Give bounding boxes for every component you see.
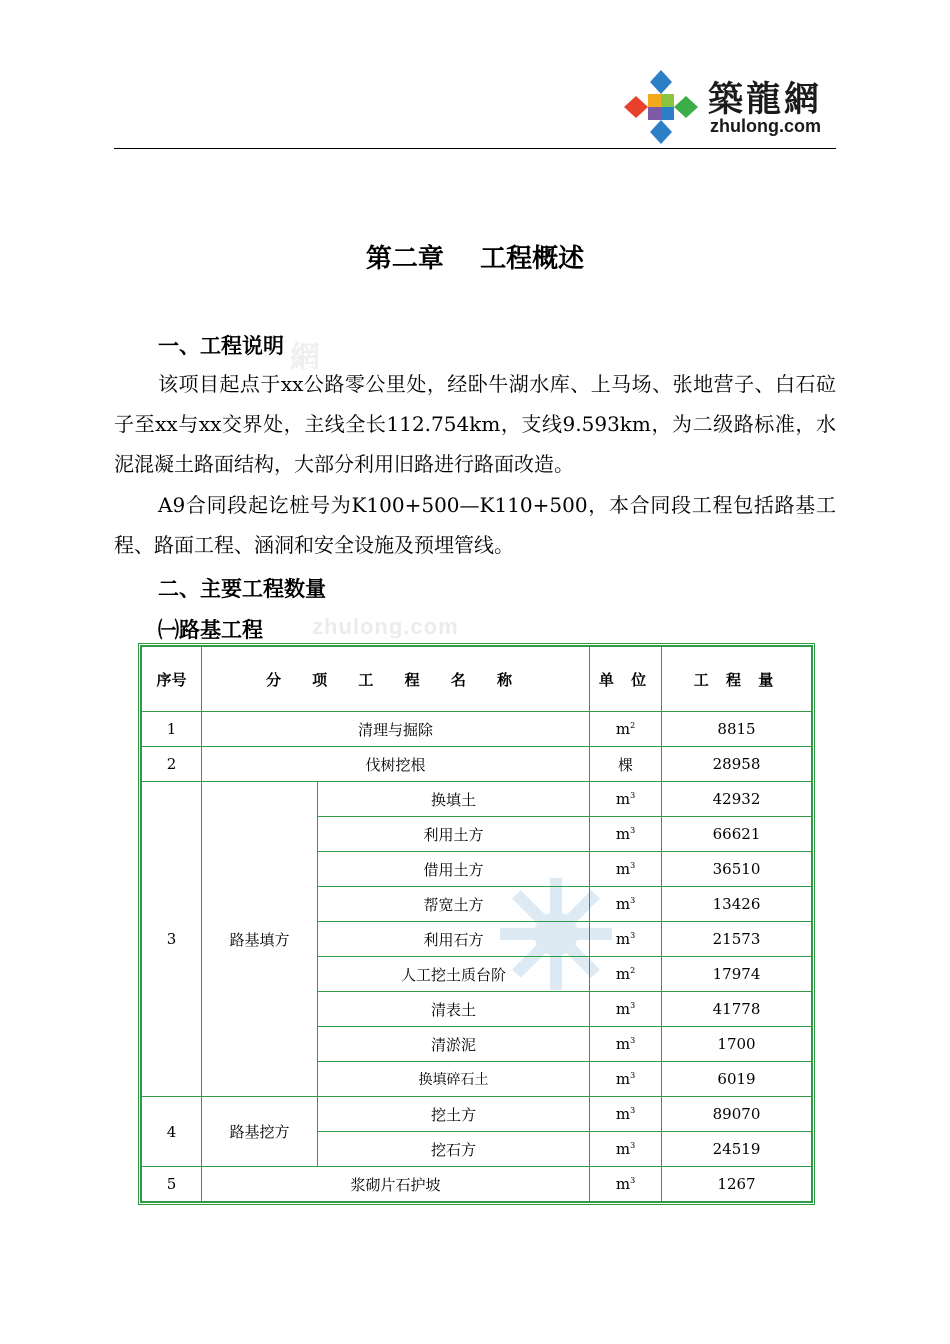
- paragraph-project-overview: 该项目起点于xx公路零公里处，经卧牛湖水库、上马场、张地营子、白石砬子至xx与xx交界处，主线全长112.754km，支线9.593km，为二级路标准，水泥混凝土路面结构，大部分利用旧路进行路面改造。: [114, 372, 836, 476]
- cell-item-name: 清淤泥: [318, 1027, 590, 1062]
- header-no: 序号: [142, 647, 202, 712]
- cell-item-name: 浆砌片石护坡: [202, 1167, 590, 1202]
- cell-quantity: 17974: [662, 957, 812, 992]
- paragraph-contract-section: A9合同段起讫桩号为K100+500—K110+500，本合同段工程包括路基工程、路面工程、涵洞和安全设施及预埋管线。: [114, 493, 836, 557]
- cell-unit: $m^3$: [590, 992, 662, 1027]
- cell-item-name: 清理与掘除: [202, 712, 590, 747]
- cell-quantity: 42932: [662, 782, 812, 817]
- header-divider: [114, 148, 836, 149]
- cell-unit: $m^3$: [590, 1062, 662, 1097]
- cell-group-name: 路基填方: [202, 782, 318, 1097]
- cell-item-name: 挖石方: [318, 1132, 590, 1167]
- cell-item-name: 挖土方: [318, 1097, 590, 1132]
- cell-unit: $m^3$: [590, 782, 662, 817]
- cell-unit: $m^3$: [590, 887, 662, 922]
- cell-no: 4: [142, 1097, 202, 1167]
- table-row: [142, 1167, 812, 1202]
- cell-item-name: 换填土: [318, 782, 590, 817]
- chapter-title: 第二章 工程概述: [365, 244, 585, 274]
- cell-item-name: 清表土: [318, 992, 590, 1027]
- cell-unit: $m^3$: [590, 1167, 662, 1202]
- header-item-name: 分 项 工 程 名 称: [202, 647, 590, 712]
- cell-quantity: 89070: [662, 1097, 812, 1132]
- table-row: [142, 782, 812, 817]
- cell-quantity: 6019: [662, 1062, 812, 1097]
- cell-item-name: 换填碎石土: [318, 1062, 590, 1097]
- cell-quantity: 66621: [662, 817, 812, 852]
- watermark-text: zhulong.com: [312, 614, 459, 639]
- cell-no: 5: [142, 1167, 202, 1202]
- cell-unit: $m^3$: [590, 922, 662, 957]
- cell-quantity: 8815: [662, 712, 812, 747]
- logo-mark-icon: [622, 68, 700, 146]
- quantities-table: [138, 643, 815, 1205]
- section-heading-project-description: 一、工程说明: [158, 333, 284, 358]
- cell-unit: $m^3$: [590, 1027, 662, 1062]
- cell-item-name: 利用石方: [318, 922, 590, 957]
- cell-item-name: 帮宽土方: [318, 887, 590, 922]
- table-row: [142, 747, 812, 782]
- cell-unit: $m^3$: [590, 817, 662, 852]
- cell-quantity: 41778: [662, 992, 812, 1027]
- cell-quantity: 1267: [662, 1167, 812, 1202]
- cell-quantity: 36510: [662, 852, 812, 887]
- cell-item-name: 伐树挖根: [202, 747, 590, 782]
- watermark-glyph: 網: [290, 340, 320, 375]
- cell-quantity: 24519: [662, 1132, 812, 1167]
- cell-no: 1: [142, 712, 202, 747]
- cell-unit: $m^2$: [590, 712, 662, 747]
- cell-unit: $m^3$: [590, 1132, 662, 1167]
- section-heading-main-quantities: 二、主要工程数量: [158, 576, 326, 601]
- subsection-heading-subgrade: ㈠路基工程: [158, 617, 263, 642]
- cell-no: 2: [142, 747, 202, 782]
- header-unit: 单 位: [590, 647, 662, 712]
- cell-item-name: 借用土方: [318, 852, 590, 887]
- cell-no: 3: [142, 782, 202, 1097]
- cell-quantity: 1700: [662, 1027, 812, 1062]
- header-quantity: 工 程 量: [662, 647, 812, 712]
- logo-domain: zhulong.com: [710, 116, 821, 136]
- table-row: [142, 1097, 812, 1132]
- logo-chinese-name: 築龍網: [708, 79, 823, 120]
- cell-item-name: 人工挖土质台阶: [318, 957, 590, 992]
- cell-quantity: 28958: [662, 747, 812, 782]
- cell-item-name: 利用土方: [318, 817, 590, 852]
- zhulong-logo: [622, 66, 836, 146]
- cell-unit: $m^3$: [590, 1097, 662, 1132]
- table-row: [142, 712, 812, 747]
- cell-unit: $m^2$: [590, 957, 662, 992]
- cell-group-name: 路基挖方: [202, 1097, 318, 1167]
- cell-quantity: 13426: [662, 887, 812, 922]
- table-header-row: [142, 647, 812, 712]
- cell-unit: $m^3$: [590, 852, 662, 887]
- cell-unit: 棵: [590, 747, 662, 782]
- cell-quantity: 21573: [662, 922, 812, 957]
